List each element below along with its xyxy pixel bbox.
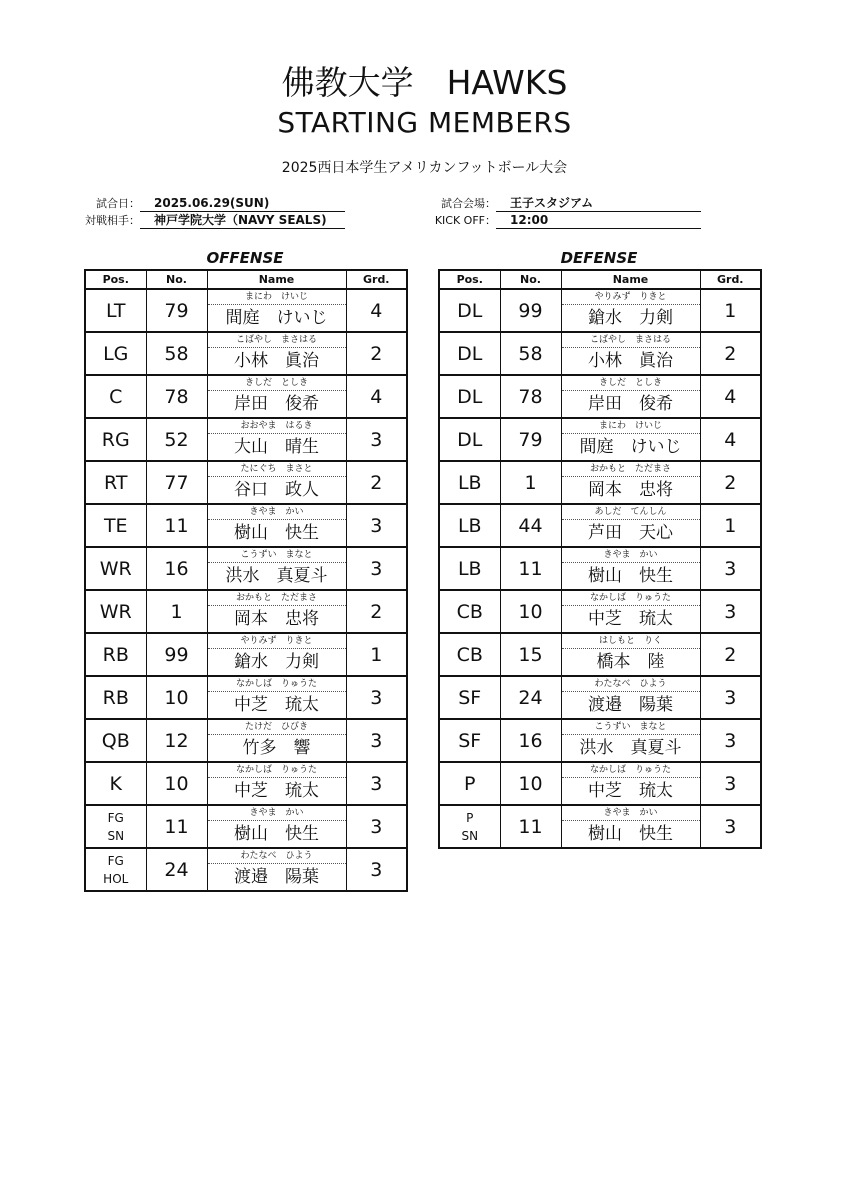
offense-player-name-cell	[207, 289, 346, 332]
defense-player-furigana: きやま かい	[562, 548, 700, 563]
defense-col-name: Name	[561, 270, 700, 289]
defense-heading: DEFENSE	[560, 249, 638, 267]
defense-position: CB	[439, 590, 500, 633]
offense-player-furigana: まにわ けいじ	[208, 290, 346, 305]
offense-player-name: 間庭 けいじ	[225, 308, 328, 328]
offense-position-line2: HOL	[103, 871, 129, 886]
defense-player-name: 鎗水 力剣	[588, 308, 673, 328]
offense-grade: 3	[346, 719, 407, 762]
defense-player-name-cell	[561, 289, 700, 332]
defense-position: P	[439, 762, 500, 805]
offense-player-name: 竹多 響	[242, 738, 311, 758]
offense-jersey-number: 10	[146, 762, 207, 805]
offense-player-name: 谷口 政人	[234, 480, 319, 500]
offense-grade: 2	[346, 590, 407, 633]
defense-jersey-number: 11	[500, 805, 561, 848]
offense-jersey-number: 52	[146, 418, 207, 461]
defense-col-no: No.	[500, 270, 561, 289]
offense-player-name-cell	[207, 762, 346, 805]
defense-player-furigana: きしだ としき	[562, 376, 700, 391]
kickoff-label: KICK OFF：	[434, 214, 496, 227]
defense-row	[439, 676, 761, 719]
defense-player-name: 洪水 真夏斗	[579, 738, 682, 758]
offense-player-furigana: きしだ としき	[208, 376, 346, 391]
defense-player-name-cell	[561, 418, 700, 461]
offense-position-line1: FG	[107, 853, 124, 868]
defense-player-name-cell	[561, 332, 700, 375]
defense-player-furigana: こうずい まなと	[562, 720, 700, 735]
offense-player-name-cell	[207, 504, 346, 547]
offense-player-name: 小林 眞治	[234, 351, 319, 371]
offense-position: RT	[85, 461, 146, 504]
offense-col-pos: Pos.	[85, 270, 146, 289]
defense-row	[439, 719, 761, 762]
defense-grade: 2	[700, 332, 761, 375]
defense-player-name: 岡本 忠将	[588, 480, 673, 500]
offense-position: C	[85, 375, 146, 418]
defense-position: DL	[439, 418, 500, 461]
defense-grade: 2	[700, 633, 761, 676]
offense-player-furigana: たにぐち まさと	[208, 462, 346, 477]
defense-position: LB	[439, 461, 500, 504]
offense-row	[85, 848, 407, 891]
offense-table	[84, 269, 408, 892]
defense-header-row	[439, 270, 761, 289]
defense-player-name: 芦田 天心	[588, 523, 673, 543]
offense-row	[85, 418, 407, 461]
defense-player-name: 樹山 快生	[588, 566, 673, 586]
defense-grade: 4	[700, 375, 761, 418]
defense-grade: 3	[700, 762, 761, 805]
offense-header-row	[85, 270, 407, 289]
defense-row	[439, 289, 761, 332]
offense-position: RG	[85, 418, 146, 461]
opponent-value: 神戸学院大学（NAVY SEALS)	[140, 213, 345, 229]
defense-player-furigana: なかしば りゅうた	[562, 591, 700, 606]
defense-grade: 1	[700, 289, 761, 332]
defense-player-furigana: まにわ けいじ	[562, 419, 700, 434]
offense-row	[85, 805, 407, 848]
offense-player-furigana: わたなべ ひよう	[208, 849, 346, 864]
offense-player-furigana: たけだ ひびき	[208, 720, 346, 735]
offense-position: LT	[85, 289, 146, 332]
defense-player-name: 中芝 琉太	[588, 781, 673, 801]
offense-player-furigana: なかしば りゅうた	[208, 677, 346, 692]
defense-row	[439, 547, 761, 590]
offense-row	[85, 461, 407, 504]
offense-player-furigana: おかもと ただまさ	[208, 591, 346, 606]
defense-grade: 3	[700, 676, 761, 719]
defense-jersey-number: 58	[500, 332, 561, 375]
defense-player-furigana: やりみず りきと	[562, 290, 700, 305]
offense-position: QB	[85, 719, 146, 762]
defense-jersey-number: 16	[500, 719, 561, 762]
defense-player-furigana: わたなべ ひよう	[562, 677, 700, 692]
tournament-name: 2025西日本学生アメリカンフットボール大会	[281, 160, 568, 176]
defense-position-line1: P	[466, 810, 474, 825]
defense-grade: 2	[700, 461, 761, 504]
defense-col-grd: Grd.	[700, 270, 761, 289]
offense-row	[85, 504, 407, 547]
defense-player-furigana: こばやし まさはる	[562, 333, 700, 348]
offense-position-line1: FG	[107, 810, 124, 825]
offense-jersey-number: 1	[146, 590, 207, 633]
offense-player-name-cell	[207, 848, 346, 891]
defense-position: SF	[439, 719, 500, 762]
venue	[400, 196, 701, 212]
defense-position: CB	[439, 633, 500, 676]
defense-jersey-number: 79	[500, 418, 561, 461]
offense-position: RB	[85, 633, 146, 676]
offense-jersey-number: 11	[146, 805, 207, 848]
defense-player-name-cell	[561, 547, 700, 590]
offense-grade: 3	[346, 676, 407, 719]
defense-player-name: 渡邉 陽葉	[588, 695, 673, 715]
offense-row	[85, 719, 407, 762]
offense-player-name-cell	[207, 590, 346, 633]
defense-player-name: 樹山 快生	[588, 824, 673, 844]
offense-player-name-cell	[207, 418, 346, 461]
offense-heading: OFFENSE	[206, 249, 284, 267]
defense-player-furigana: なかしば りゅうた	[562, 763, 700, 778]
offense-row	[85, 633, 407, 676]
defense-jersey-number: 24	[500, 676, 561, 719]
offense-player-name-cell	[207, 547, 346, 590]
defense-position: LB	[439, 547, 500, 590]
defense-grade: 3	[700, 547, 761, 590]
offense-col-no: No.	[146, 270, 207, 289]
defense-player-name-cell	[561, 590, 700, 633]
defense-jersey-number: 10	[500, 762, 561, 805]
offense-grade: 3	[346, 547, 407, 590]
offense-position-line2: SN	[107, 828, 125, 843]
offense-jersey-number: 78	[146, 375, 207, 418]
offense-grade: 2	[346, 332, 407, 375]
defense-grade: 3	[700, 719, 761, 762]
defense-player-name-cell	[561, 762, 700, 805]
offense-player-furigana: こうずい まなと	[208, 548, 346, 563]
defense-player-name-cell	[561, 461, 700, 504]
offense-jersey-number: 10	[146, 676, 207, 719]
offense-position: LG	[85, 332, 146, 375]
kickoff-value: 12:00	[496, 213, 701, 229]
defense-player-name-cell	[561, 375, 700, 418]
defense-jersey-number: 78	[500, 375, 561, 418]
defense-position: SF	[439, 676, 500, 719]
opponent-label: 対戦相手：	[85, 214, 140, 227]
offense-position: TE	[85, 504, 146, 547]
defense-player-furigana: あしだ てんしん	[562, 505, 700, 520]
defense-player-name: 小林 眞治	[588, 351, 673, 371]
defense-row	[439, 461, 761, 504]
offense-player-furigana: おおやま はるき	[208, 419, 346, 434]
defense-grade: 4	[700, 418, 761, 461]
defense-table	[438, 269, 762, 849]
offense-player-name-cell	[207, 633, 346, 676]
defense-position-line2: SN	[461, 828, 479, 843]
offense-player-name: 大山 晴生	[234, 437, 319, 457]
defense-row	[439, 504, 761, 547]
defense-jersey-number: 99	[500, 289, 561, 332]
defense-position: LB	[439, 504, 500, 547]
defense-grade: 1	[700, 504, 761, 547]
page-subtitle: STARTING MEMBERS	[277, 106, 572, 139]
defense-row	[439, 805, 761, 848]
match-date-value: 2025.06.29(SUN)	[140, 196, 345, 212]
defense-player-name: 間庭 けいじ	[579, 437, 682, 457]
offense-player-name: 岸田 俊希	[234, 394, 319, 414]
defense-player-name-cell	[561, 805, 700, 848]
offense-grade: 4	[346, 375, 407, 418]
defense-position: DL	[439, 289, 500, 332]
venue-label: 試合会場：	[441, 197, 496, 210]
defense-col-pos: Pos.	[439, 270, 500, 289]
offense-player-name: 鎗水 力剣	[234, 652, 319, 672]
defense-player-name: 中芝 琉太	[588, 609, 673, 629]
offense-col-grd: Grd.	[346, 270, 407, 289]
offense-grade: 2	[346, 461, 407, 504]
offense-jersey-number: 24	[146, 848, 207, 891]
defense-player-furigana: はしもと りく	[562, 634, 700, 649]
offense-row	[85, 762, 407, 805]
offense-row	[85, 289, 407, 332]
offense-player-name-cell	[207, 676, 346, 719]
opponent	[40, 213, 345, 229]
offense-grade: 3	[346, 762, 407, 805]
venue-value: 王子スタジアム	[496, 196, 701, 212]
offense-player-name: 中芝 琉太	[234, 781, 319, 801]
offense-position: WR	[85, 590, 146, 633]
defense-grade: 3	[700, 805, 761, 848]
offense-player-name: 中芝 琉太	[234, 695, 319, 715]
offense-player-furigana: こばやし まさはる	[208, 333, 346, 348]
defense-player-name-cell	[561, 676, 700, 719]
offense-jersey-number: 77	[146, 461, 207, 504]
offense-row	[85, 590, 407, 633]
offense-position	[85, 848, 146, 891]
offense-player-name: 岡本 忠将	[234, 609, 319, 629]
defense-jersey-number: 44	[500, 504, 561, 547]
defense-jersey-number: 11	[500, 547, 561, 590]
kickoff	[400, 213, 701, 229]
offense-jersey-number: 79	[146, 289, 207, 332]
offense-player-name: 樹山 快生	[234, 824, 319, 844]
defense-player-name: 橋本 陸	[596, 652, 665, 672]
offense-grade: 3	[346, 848, 407, 891]
offense-player-name: 渡邉 陽葉	[234, 867, 319, 887]
defense-row	[439, 590, 761, 633]
offense-player-furigana: きやま かい	[208, 806, 346, 821]
match-date-label: 試合日：	[96, 197, 140, 210]
defense-jersey-number: 15	[500, 633, 561, 676]
offense-player-name-cell	[207, 332, 346, 375]
offense-player-name-cell	[207, 375, 346, 418]
offense-grade: 3	[346, 504, 407, 547]
offense-player-name: 樹山 快生	[234, 523, 319, 543]
defense-row	[439, 418, 761, 461]
offense-player-name-cell	[207, 719, 346, 762]
offense-jersey-number: 11	[146, 504, 207, 547]
offense-grade: 4	[346, 289, 407, 332]
defense-position	[439, 805, 500, 848]
offense-player-furigana: きやま かい	[208, 505, 346, 520]
defense-player-furigana: きやま かい	[562, 806, 700, 821]
offense-grade: 1	[346, 633, 407, 676]
offense-jersey-number: 12	[146, 719, 207, 762]
defense-jersey-number: 10	[500, 590, 561, 633]
offense-position: RB	[85, 676, 146, 719]
offense-grade: 3	[346, 805, 407, 848]
offense-position: K	[85, 762, 146, 805]
defense-position: DL	[439, 375, 500, 418]
defense-player-name-cell	[561, 504, 700, 547]
defense-jersey-number: 1	[500, 461, 561, 504]
offense-row	[85, 332, 407, 375]
defense-row	[439, 375, 761, 418]
offense-col-name: Name	[207, 270, 346, 289]
defense-player-name-cell	[561, 719, 700, 762]
offense-jersey-number: 58	[146, 332, 207, 375]
defense-player-name-cell	[561, 633, 700, 676]
offense-row	[85, 676, 407, 719]
defense-position: DL	[439, 332, 500, 375]
offense-player-furigana: なかしば りゅうた	[208, 763, 346, 778]
defense-row	[439, 633, 761, 676]
defense-row	[439, 332, 761, 375]
offense-row	[85, 375, 407, 418]
offense-player-furigana: やりみず りきと	[208, 634, 346, 649]
offense-position	[85, 805, 146, 848]
offense-player-name-cell	[207, 805, 346, 848]
defense-player-furigana: おかもと ただまさ	[562, 462, 700, 477]
offense-player-name: 洪水 真夏斗	[225, 566, 328, 586]
offense-position: WR	[85, 547, 146, 590]
offense-player-name-cell	[207, 461, 346, 504]
offense-jersey-number: 16	[146, 547, 207, 590]
defense-player-name: 岸田 俊希	[588, 394, 673, 414]
match-date	[40, 196, 345, 212]
offense-jersey-number: 99	[146, 633, 207, 676]
defense-grade: 3	[700, 590, 761, 633]
offense-grade: 3	[346, 418, 407, 461]
defense-row	[439, 762, 761, 805]
offense-row	[85, 547, 407, 590]
team-title: 佛教大学 HAWKS	[281, 63, 568, 102]
